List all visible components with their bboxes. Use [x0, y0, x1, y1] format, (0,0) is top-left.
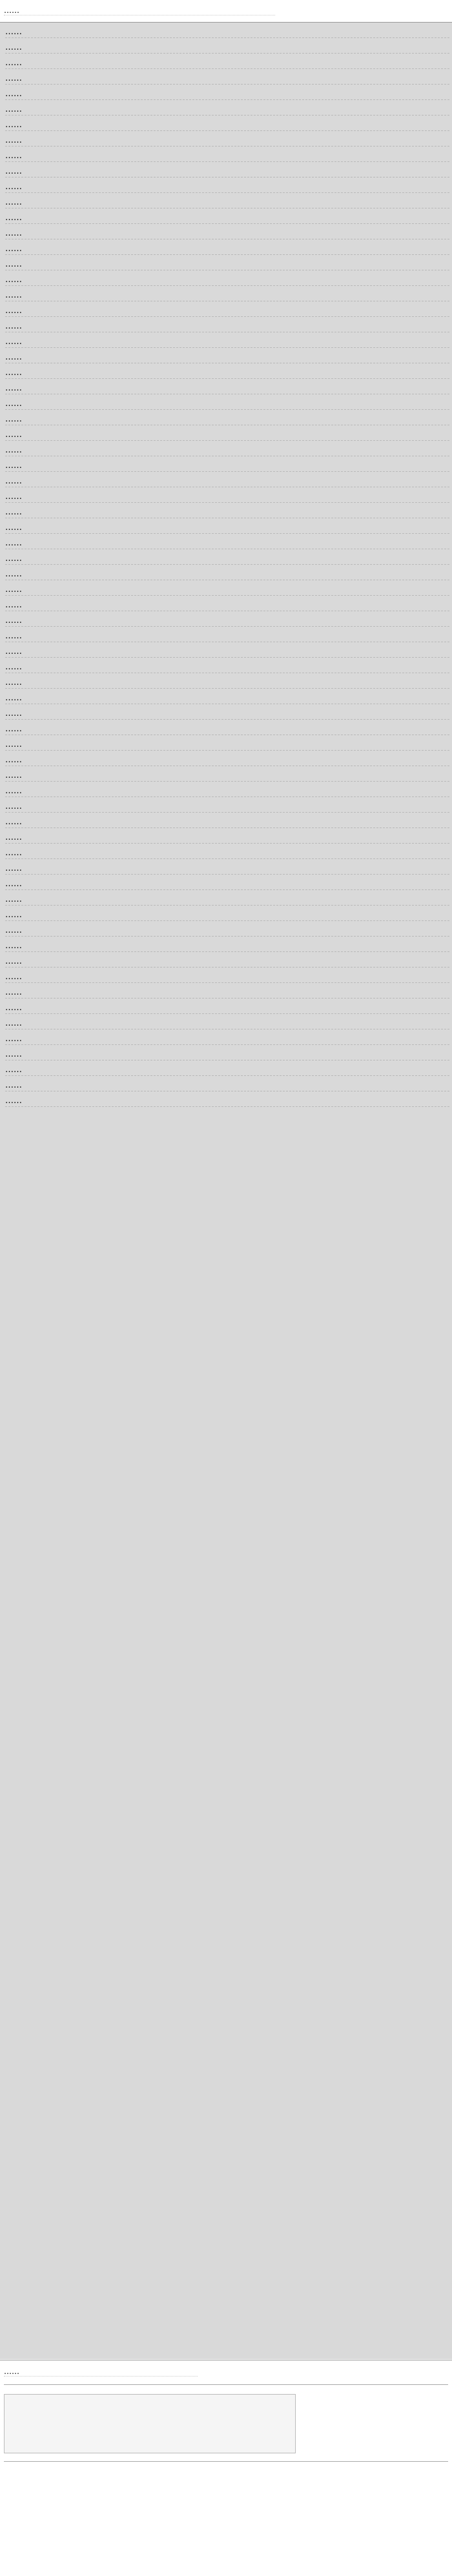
paragraph: ……: [5, 332, 449, 348]
paragraph: ……: [5, 1076, 449, 1091]
paragraph: ……: [5, 999, 449, 1014]
paragraph: ……: [5, 441, 449, 456]
paragraph: ……: [5, 890, 449, 906]
paragraph: ……: [5, 100, 449, 116]
paragraph: ……: [5, 906, 449, 921]
paragraph: ……: [5, 611, 449, 627]
paragraph: ……: [5, 487, 449, 503]
paragraph: ……: [5, 518, 449, 534]
paragraph: ……: [5, 704, 449, 720]
paragraph: ……: [5, 580, 449, 596]
footer-divider: [4, 2384, 448, 2385]
paragraph: ……: [5, 1060, 449, 1076]
paragraph: ……: [5, 69, 449, 85]
paragraph: ……: [5, 503, 449, 518]
paragraph: ……: [5, 673, 449, 689]
paragraph: ……: [5, 658, 449, 673]
paragraph: ……: [5, 239, 449, 255]
paragraph: ……: [5, 208, 449, 224]
paragraph: ……: [5, 1045, 449, 1060]
footer-ad-box: [4, 2394, 296, 2453]
paragraph: ……: [5, 875, 449, 890]
paragraph: ……: [5, 425, 449, 441]
paragraph: ……: [5, 363, 449, 379]
paragraph: ……: [5, 394, 449, 410]
paragraph: ……: [5, 937, 449, 952]
paragraph: ……: [5, 844, 449, 859]
paragraph: ……: [5, 131, 449, 147]
footer-divider-bottom: [4, 2461, 448, 2462]
paragraph: ……: [5, 782, 449, 797]
footer: [0, 2360, 452, 2576]
paragraph: ……: [5, 549, 449, 565]
paragraph: ……: [5, 720, 449, 735]
paragraph: ……: [5, 456, 449, 472]
paragraph: ……: [5, 286, 449, 301]
paragraph: ……: [5, 627, 449, 642]
paragraph: ……: [5, 23, 449, 38]
paragraph: ……: [5, 565, 449, 580]
chapter-content: [0, 23, 452, 2359]
paragraph: ……: [5, 85, 449, 100]
paragraph: ……: [5, 270, 449, 286]
paragraph: ……: [5, 797, 449, 813]
paragraph: ……: [5, 1091, 449, 1107]
paragraph: ……: [5, 859, 449, 875]
paragraph: ……: [5, 379, 449, 394]
paragraph: ……: [5, 1014, 449, 1029]
paragraph: ……: [5, 472, 449, 487]
paragraph: ……: [5, 410, 449, 425]
paragraph: ……: [5, 766, 449, 782]
paragraph: ……: [5, 224, 449, 239]
paragraph: ……: [5, 813, 449, 828]
paragraph: ……: [5, 689, 449, 704]
paragraph: ……: [5, 534, 449, 549]
paragraph-list: [0, 23, 452, 1107]
paragraph: ……: [5, 193, 449, 208]
paragraph: ……: [5, 642, 449, 658]
header-line: ……: [4, 6, 275, 15]
paragraph: ……: [5, 116, 449, 131]
paragraph: ……: [5, 38, 449, 54]
paragraph: ……: [5, 1029, 449, 1045]
paragraph: ……: [5, 54, 449, 69]
paragraph: ……: [5, 255, 449, 270]
top-header: [0, 0, 452, 23]
paragraph: ……: [5, 177, 449, 193]
paragraph: ……: [5, 147, 449, 162]
paragraph: ……: [5, 301, 449, 317]
paragraph: ……: [5, 751, 449, 766]
paragraph: ……: [5, 162, 449, 177]
paragraph: ……: [5, 952, 449, 968]
footer-line: ……: [4, 2367, 198, 2377]
paragraph: ……: [5, 317, 449, 332]
paragraph: ……: [5, 735, 449, 751]
paragraph: ……: [5, 983, 449, 999]
paragraph: ……: [5, 968, 449, 983]
paragraph: ……: [5, 921, 449, 937]
paragraph: ……: [5, 596, 449, 611]
paragraph: ……: [5, 828, 449, 844]
paragraph: ……: [5, 348, 449, 363]
